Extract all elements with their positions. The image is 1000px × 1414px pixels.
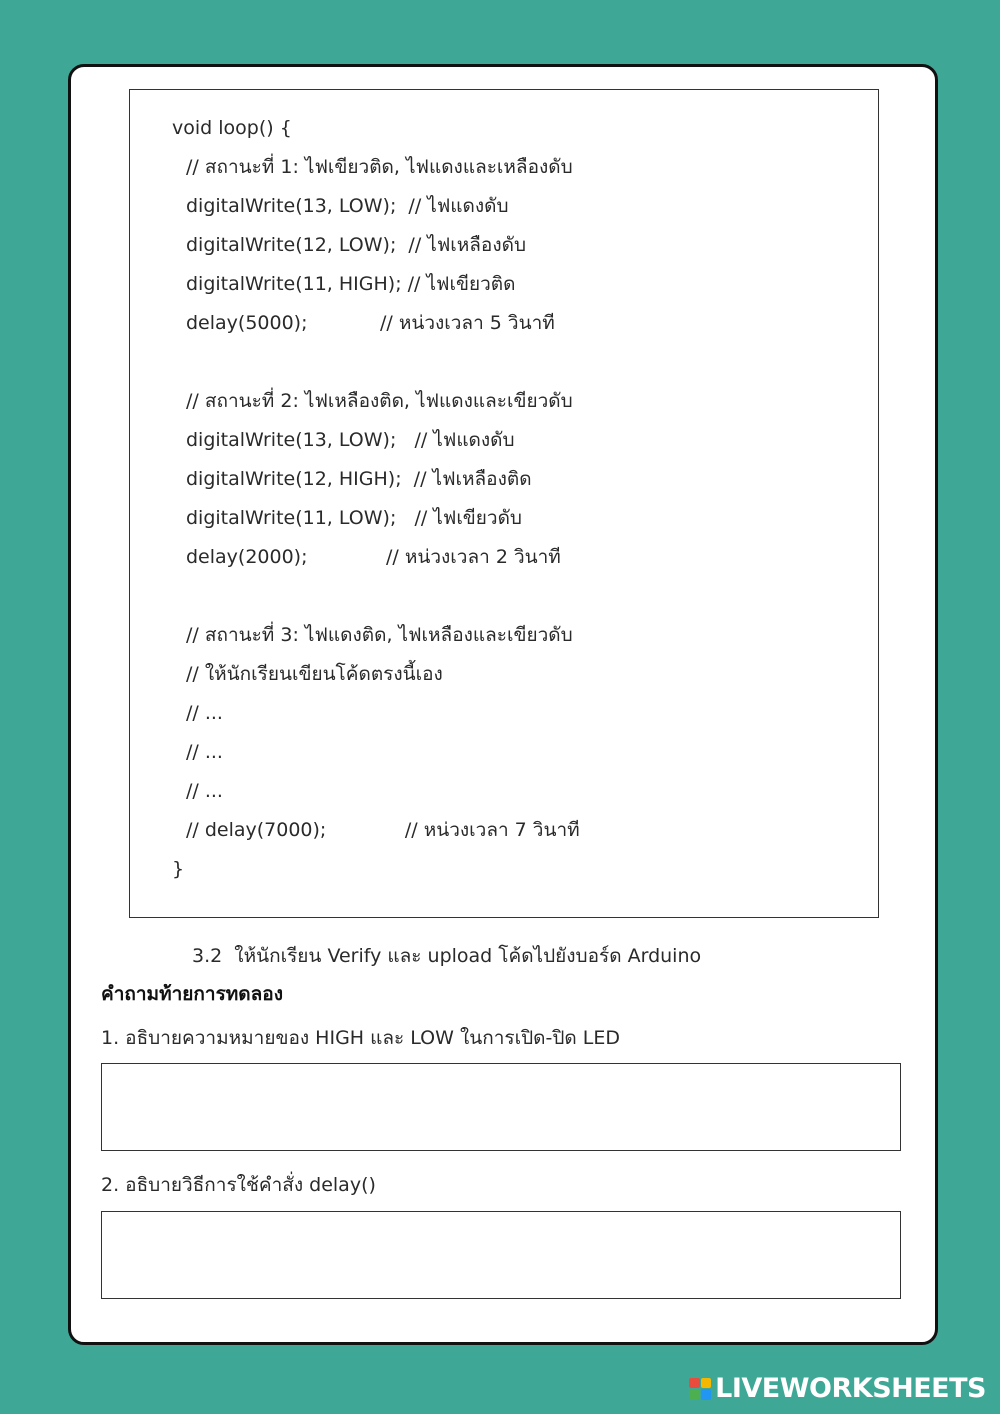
questions-heading: คำถามท้ายการทดลอง	[101, 983, 283, 1005]
code-line: // สถานะที่ 1: ไฟเขียวติด, ไฟแดงและเหลืองดับ	[186, 156, 573, 178]
worksheet-page	[68, 64, 938, 1345]
code-line: // ให้นักเรียนเขียนโค้ดตรงนี้เอง	[186, 663, 443, 685]
liveworksheets-wordmark: LIVEWORKSHEETS	[715, 1373, 986, 1404]
code-line: // ...	[186, 780, 223, 802]
code-line: delay(5000); // หน่วงเวลา 5 วินาที	[186, 312, 555, 334]
question-2: 2. อธิบายวิธีการใช้คำสั่ง delay()	[101, 1174, 376, 1196]
logo-square	[701, 1389, 712, 1400]
answer-input-2[interactable]	[101, 1211, 901, 1299]
code-line: // ...	[186, 702, 223, 724]
code-line: digitalWrite(13, LOW); // ไฟแดงดับ	[186, 195, 509, 217]
question-1: 1. อธิบายความหมายของ HIGH และ LOW ในการเปิด-ปิด LED	[101, 1027, 620, 1049]
liveworksheets-brand	[689, 1373, 986, 1404]
code-line: digitalWrite(12, LOW); // ไฟเหลืองดับ	[186, 234, 527, 256]
liveworksheets-logo-icon	[689, 1378, 711, 1400]
logo-square	[701, 1378, 712, 1389]
answer-input-1[interactable]	[101, 1063, 901, 1151]
code-line: digitalWrite(11, LOW); // ไฟเขียวดับ	[186, 507, 522, 529]
code-line: // delay(7000); // หน่วงเวลา 7 วินาที	[186, 819, 580, 841]
code-line: digitalWrite(12, HIGH); // ไฟเหลืองติด	[186, 468, 532, 490]
code-line: // สถานะที่ 2: ไฟเหลืองติด, ไฟแดงและเขียวดับ	[186, 390, 573, 412]
logo-square	[689, 1378, 700, 1389]
code-box	[129, 89, 879, 918]
logo-square	[689, 1389, 700, 1400]
code-line: // ...	[186, 741, 223, 763]
code-line: digitalWrite(11, HIGH); // ไฟเขียวติด	[186, 273, 516, 295]
code-line: delay(2000); // หน่วงเวลา 2 วินาที	[186, 546, 561, 568]
code-line: void loop() {	[172, 117, 292, 139]
code-line: // สถานะที่ 3: ไฟแดงติด, ไฟเหลืองและเขียวดับ	[186, 624, 573, 646]
code-line: }	[172, 858, 185, 880]
step-instruction: 3.2 ให้นักเรียน Verify และ upload โค้ดไปยังบอร์ด Arduino	[192, 945, 702, 967]
code-line: digitalWrite(13, LOW); // ไฟแดงดับ	[186, 429, 515, 451]
